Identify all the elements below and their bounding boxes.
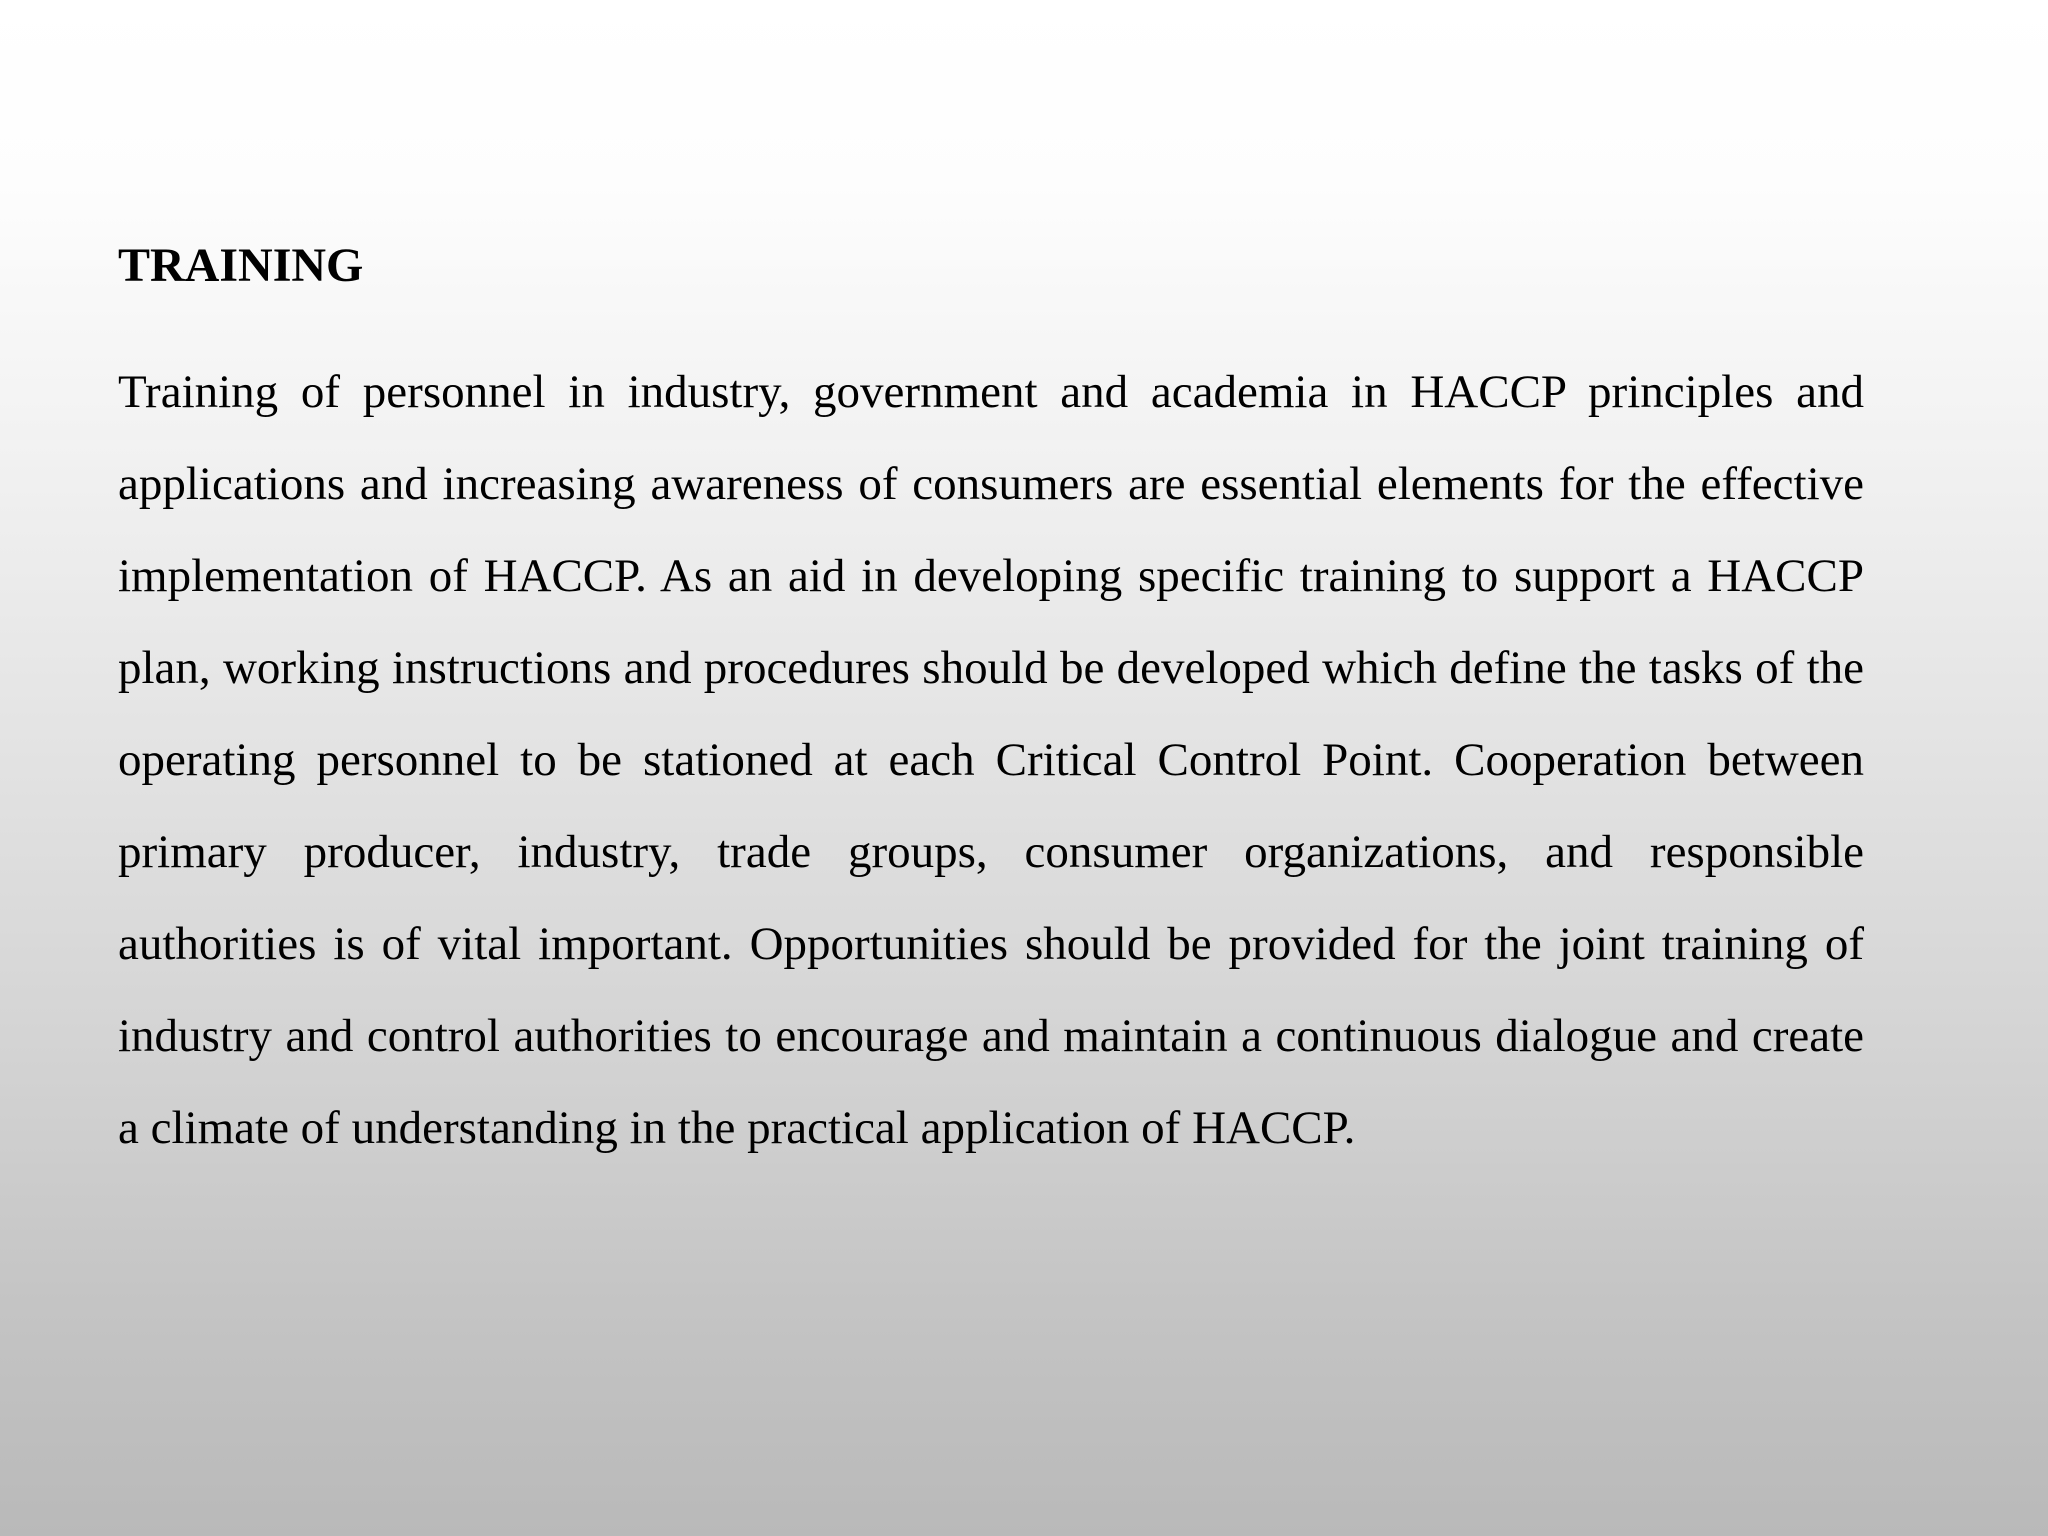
slide-body-text: Training of personnel in industry, government and academia in HACCP principles and applications and increasing awareness of consumers are essential elements for the effective implementation of HACCP. As an aid in developing specific training to support a HACCP plan, working instructions and procedures should be developed which define the tasks of the operating personnel to be stationed at each Critical Control Point. Cooperation between primary producer, industry, trade groups, consumer organizations, and responsible authorities is of vital important. Opportunities should be provided for the joint training of industry and control authorities to encourage and maintain a continuous dialogue and create a climate of understanding in the practical application of HACCP. [118, 366, 1864, 1154]
slide-heading: TRAINING [118, 239, 364, 292]
